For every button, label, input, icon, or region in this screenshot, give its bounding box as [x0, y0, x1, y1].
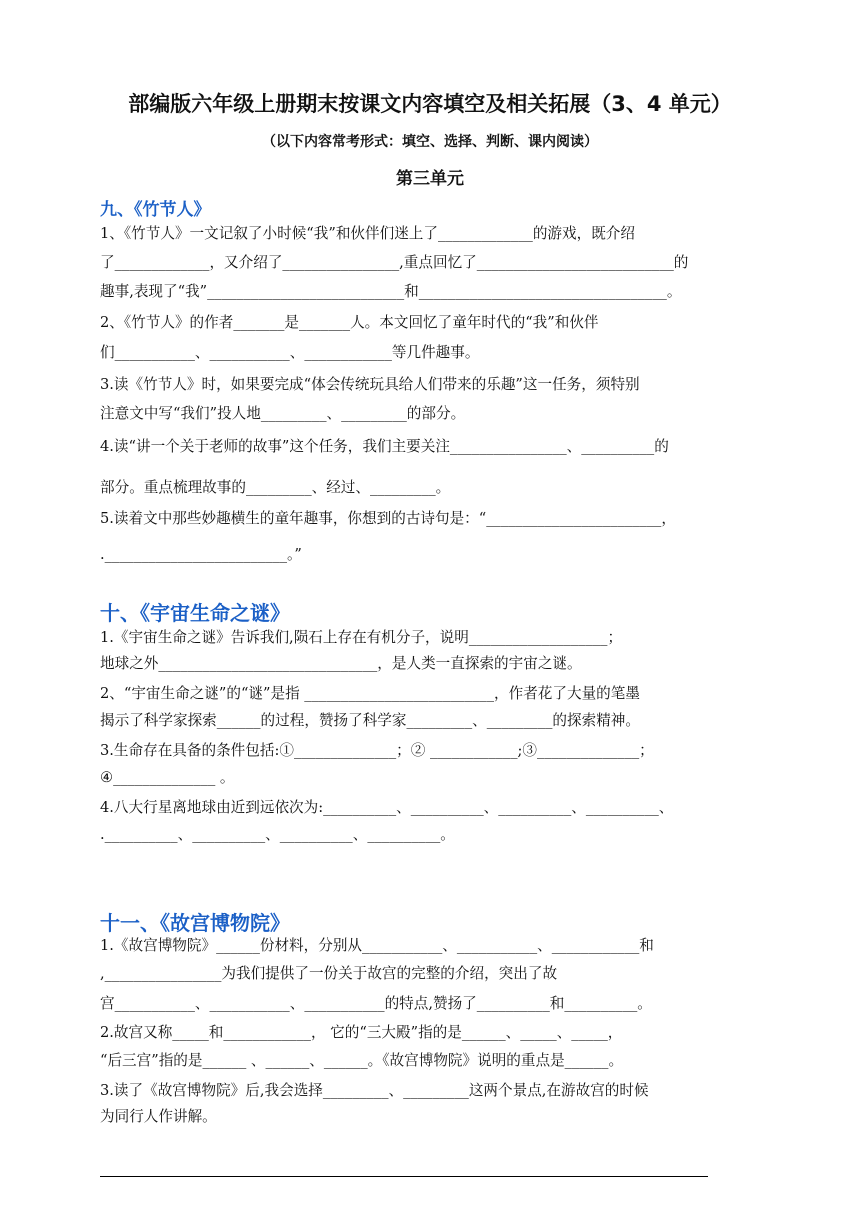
question-line: 2、《竹节人》的作者_______是_______人。本文回忆了童年时代的“我”和伙伴	[100, 314, 599, 331]
question-line: 部分。重点梳理故事的_________、经过、_________。	[100, 479, 451, 496]
question-line: 2.故宫又称_____和____________， 它的“三大殿”指的是______、_____、_____，	[100, 1024, 623, 1041]
question-line: 们___________、___________、____________等几件趣事。	[100, 344, 480, 361]
section-heading-10: 十、《宇宙生命之谜》	[100, 601, 290, 625]
question-line: 3.读《竹节人》时，如果要完成“体会传统玩具给人们带来的乐趣”这一任务，须特别	[100, 376, 640, 393]
question-line: 趣事,表现了“我”___________________________和__________________________________。	[100, 283, 682, 300]
question-line: 揭示了科学家探索______的过程，赞扬了科学家_________、_________的探索精神。	[100, 712, 640, 729]
question-line: 宫___________、___________、___________的特点,赞扬了__________和__________。	[100, 995, 652, 1012]
question-line: 3.生命存在具备的条件包括:①______________；② ____________;③______________；	[100, 742, 654, 759]
question-line: 注意文中写“我们”投人地_________、_________的部分。	[100, 405, 466, 422]
page-subtitle: （以下内容常考形式：填空、选择、判断、课内阅读）	[262, 134, 598, 150]
question-line: 地球之外______________________________，是人类一直探索的宇宙之谜。	[100, 655, 582, 672]
question-line: ,________________为我们提供了一份关于故宫的完整的介绍，突出了故	[100, 965, 558, 982]
question-line: 1、《竹节人》一文记叙了小时候“我”和伙伴们迷上了_____________的游戏，既介绍	[100, 225, 635, 242]
section-heading-11: 十一、《故宫博物院》	[100, 911, 290, 935]
question-line: 1.《宇宙生命之谜》告诉我们,陨石上存在有机分子，说明___________________；	[100, 629, 623, 646]
question-line: 4.读“讲一个关于老师的故事”这个任务，我们主要关注________________、__________的	[100, 438, 669, 455]
question-line: 3.读了《故宫博物院》后,我会选择_________、_________这两个景点,在游故宫的时候	[100, 1082, 649, 1099]
question-line: .__________、__________、__________、__________。	[100, 826, 455, 843]
question-line: 为同行人作讲解。	[100, 1108, 217, 1125]
unit-heading: 第三单元	[396, 169, 464, 189]
question-line: “后三宫”指的是______ 、______、______。《故宫博物院》说明的重点是______。	[100, 1052, 624, 1069]
page-title: 部编版六年级上册期末按课文内容填空及相关拓展（3、4 单元）	[128, 92, 732, 116]
question-line: 4.八大行星离地球由近到远依次为:__________、__________、__________、__________、	[100, 799, 674, 816]
question-line: ④______________ 。	[100, 769, 235, 786]
question-line: 5.读着文中那些妙趣横生的童年趣事，你想到的古诗句是：“________________________，	[100, 510, 676, 527]
section-heading-9: 九、《竹节人》	[100, 200, 211, 220]
question-line: 1.《故宫博物院》______份材料，分别从___________、___________、____________和	[100, 937, 654, 954]
question-line: 2、“宇宙生命之谜”的“谜”是指 __________________________，作者花了大量的笔墨	[100, 685, 640, 702]
question-line: ._________________________。”	[100, 546, 302, 563]
footer-rule	[100, 1176, 708, 1177]
question-line: 了_____________，又介绍了________________,重点回忆了___________________________的	[100, 254, 689, 271]
